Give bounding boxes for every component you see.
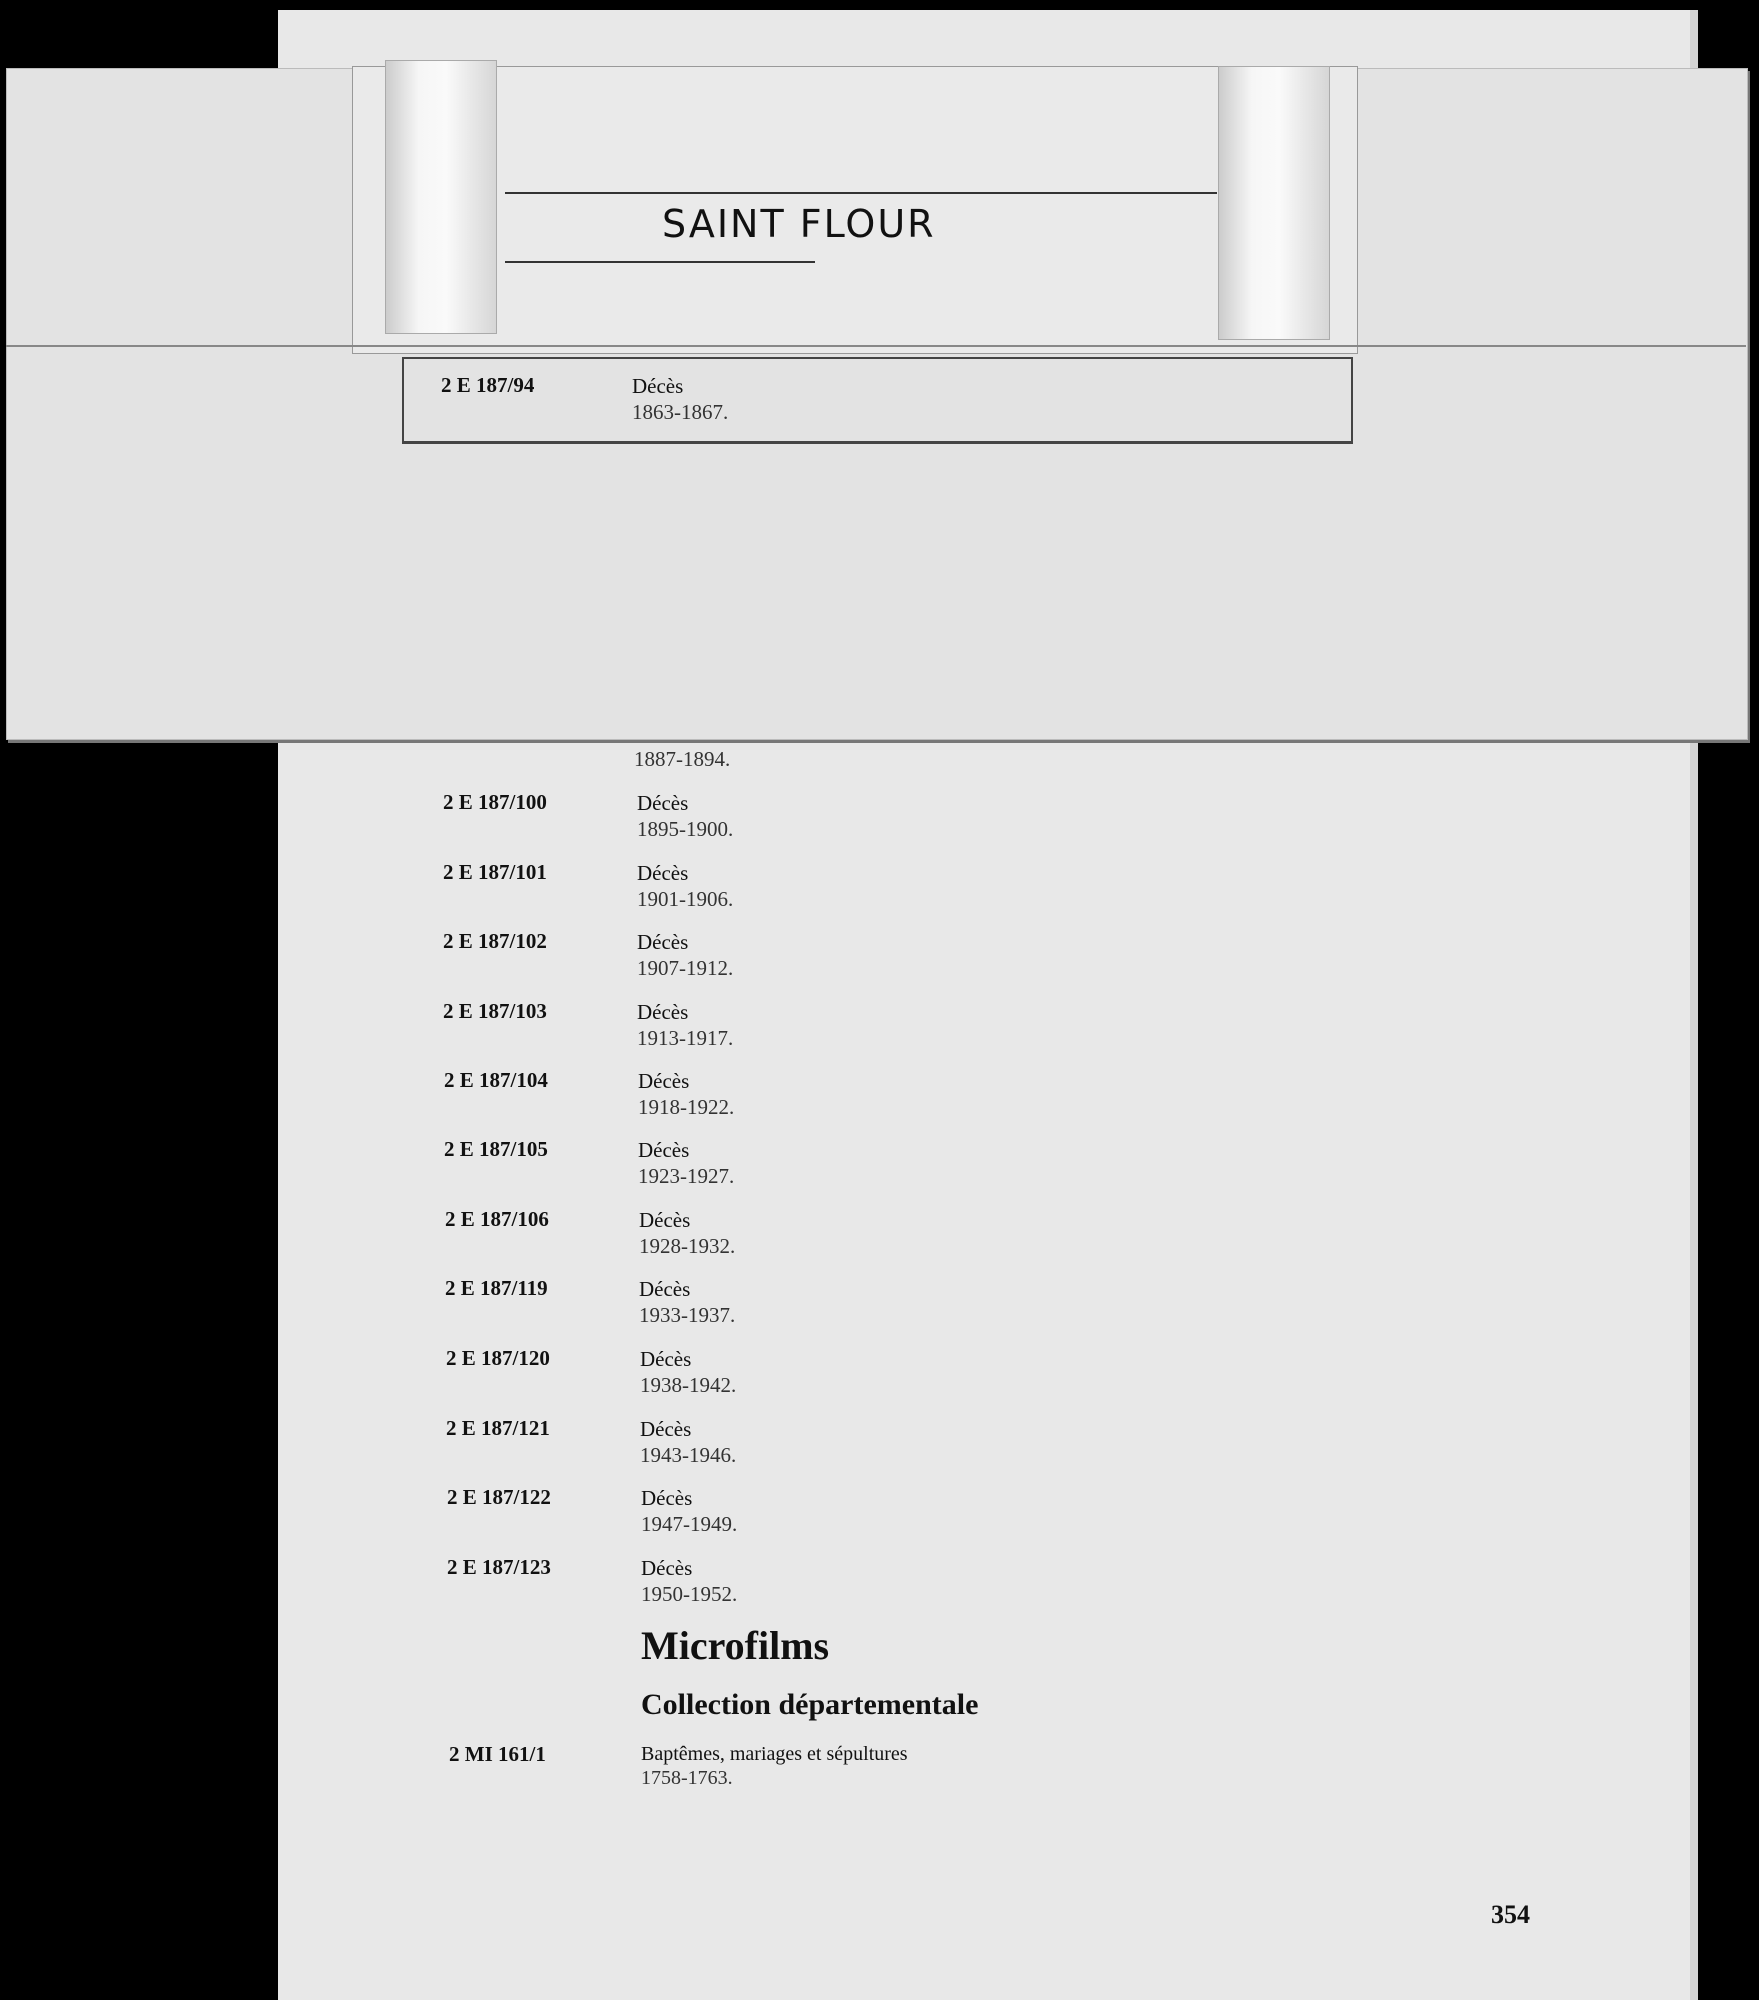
entry-code: 2 MI 161/1: [449, 1742, 546, 1766]
entry-code: 2 E 187/119: [445, 1276, 548, 1300]
entry-code: 2 E 187/105: [444, 1137, 548, 1161]
title-rule-top: [505, 192, 1217, 194]
entry-dates: 1907-1912.: [637, 956, 734, 980]
entry-description: [638, 1068, 734, 1120]
entry-description: [640, 1416, 736, 1468]
title-rule-bottom: [505, 261, 815, 263]
entry-description: [641, 1485, 737, 1537]
entry-dates: 1863-1867.: [632, 400, 729, 424]
entry-dates: 1943-1946.: [640, 1443, 737, 1467]
entry-description: [632, 373, 728, 425]
entry-dates: 1938-1942.: [640, 1373, 737, 1397]
tape-strip-right: [1218, 66, 1330, 340]
entry-type: Décès: [641, 1556, 693, 1580]
entry-type: Décès: [638, 1138, 690, 1162]
entry-code: 2 E 187/100: [443, 790, 547, 814]
page-number: 354: [1491, 1900, 1530, 1929]
entry-type: Baptêmes, mariages et sépultures: [641, 1743, 908, 1765]
entry-type: Décès: [639, 1208, 691, 1232]
entry-description: [637, 929, 733, 981]
entry-description: [639, 1207, 735, 1259]
section-subheading: Collection départementale: [641, 1688, 979, 1721]
overlay-fold-line: [6, 345, 1746, 347]
entry-dates: 1901-1906.: [637, 887, 734, 911]
tape-strip-left: [385, 60, 497, 334]
entry-dates: 1923-1927.: [638, 1164, 735, 1188]
entry-dates: 1758-1763.: [641, 1767, 733, 1789]
entry-type: Décès: [632, 374, 684, 398]
overlay-entry-box: [402, 357, 1353, 444]
entry-type: Décès: [637, 861, 689, 885]
entry-dates: 1895-1900.: [637, 817, 734, 841]
entry-code: 2 E 187/102: [443, 929, 547, 953]
entry-code: 2 E 187/104: [444, 1068, 548, 1092]
entry-type: Décès: [640, 1417, 692, 1441]
section-heading: Microfilms: [641, 1623, 830, 1668]
entry-code: 2 E 187/106: [445, 1207, 549, 1231]
entry-description: [641, 1555, 737, 1607]
entry-dates: 1918-1922.: [638, 1095, 735, 1119]
entry-type: Décès: [640, 1347, 692, 1371]
entry-code: 2 E 187/123: [447, 1555, 551, 1579]
entry-description: [637, 999, 733, 1051]
entry-code: 2 E 187/122: [447, 1485, 551, 1509]
entry-dates: 1887-1894.: [634, 747, 731, 771]
entry-code: 2 E 187/120: [446, 1346, 550, 1370]
entry-dates: 1913-1917.: [637, 1026, 734, 1050]
entry-type: Décès: [641, 1486, 693, 1510]
entry-description: [641, 1742, 908, 1790]
entry-dates: 1928-1932.: [639, 1234, 736, 1258]
entry-code: 2 E 187/101: [443, 860, 547, 884]
entry-description: [640, 1346, 736, 1398]
entry-type: Décès: [637, 1000, 689, 1024]
entry-type: Décès: [637, 930, 689, 954]
entry-description: [639, 1276, 735, 1328]
entry-description: [638, 1137, 734, 1189]
entry-code: 2 E 187/103: [443, 999, 547, 1023]
entry-code: 2 E 187/94: [441, 373, 535, 397]
overlay-title: SAINT FLOUR: [662, 202, 936, 246]
entry-description: [637, 860, 733, 912]
entry-type: Décès: [637, 791, 689, 815]
entry-type: Décès: [639, 1277, 691, 1301]
entry-type: Décès: [638, 1069, 690, 1093]
entry-code: 2 E 187/121: [446, 1416, 550, 1440]
entry-dates: 1933-1937.: [639, 1303, 736, 1327]
entry-dates: 1947-1949.: [641, 1512, 738, 1536]
entry-description: [637, 790, 733, 842]
entry-dates: 1950-1952.: [641, 1582, 738, 1606]
